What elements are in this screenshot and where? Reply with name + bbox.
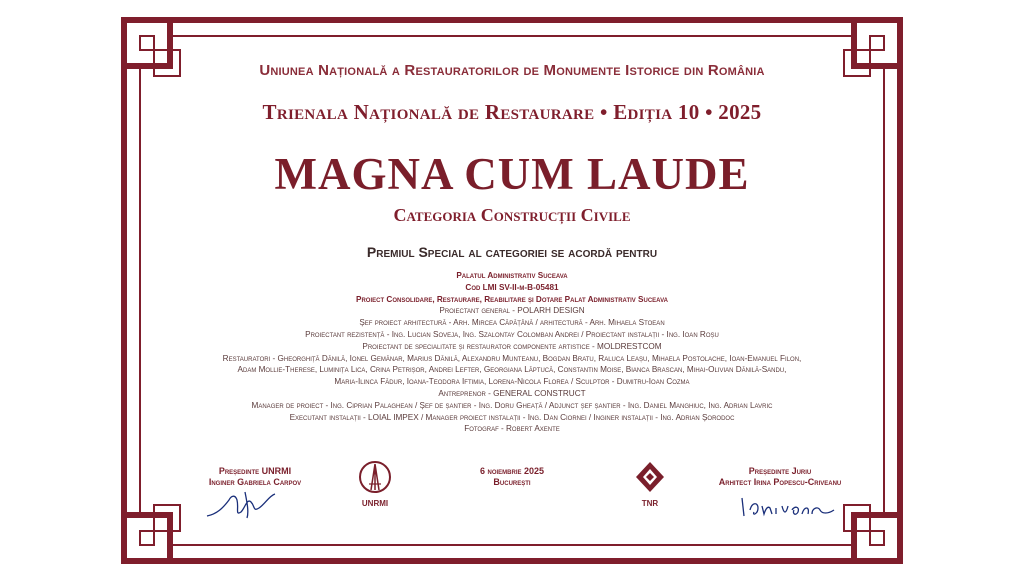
credit-line: Adam Mollie-Therese, Luminița Lica, Crina Petrișor, Andrei Lefter, Georgiana Lăptucă, Constantin Moise, Bianca Brascan, Mihai-Olivian Dănilă-Sandu, (237, 365, 787, 375)
credit-line: Șef proiect arhitectură - Arh. Mircea Căpățână / arhitectură - Arh. Mihaela Stoean (359, 318, 665, 328)
credit-line: Maria-Ilinca Fădur, Ioana-Teodora Iftimia, Lorena-Nicola Florea / Sculptor - Dumitru-Ioan Cozma (334, 377, 690, 387)
award-category: Categoria Construcții Civile (393, 205, 631, 225)
left-signatory (180, 466, 330, 488)
right-signatory-title: Președinte Juriu (748, 466, 812, 476)
signature-right-icon (738, 492, 838, 522)
date-place (440, 466, 584, 488)
project-title: Proiect Consolidare, Restaurare, Reabilitare și Dotare Palat Administrativ Suceava (356, 294, 668, 304)
tnr-logo-icon (630, 460, 670, 494)
credit-line: Restauratori - Gheorghiță Dănilă, Ionel Gemănar, Marius Dănilă, Alexandru Munteanu, Bogdan Bratu, Raluca Leașu, Mihaela Postolache, Ioan-Emanuel Filon, (222, 353, 802, 363)
left-signatory-name: Inginer Gabriela Carpov (208, 477, 302, 487)
credit-line: Proiectant general - POLARH DESIGN (439, 306, 585, 316)
credit-line: Manager de proiect - Ing. Ciprian Palaghean / Șef de șantier - Ing. Doru Gheață / Adjunct șef șantier - Ing. Daniel Manghiuc, Ing. Adrian Lavric (251, 400, 773, 410)
lmi-code: Cod LMI SV-II-m-B-05481 (465, 282, 559, 292)
building-name: Palatul Administrativ Suceava (456, 271, 568, 280)
credit-line: Proiectant rezistență - Ing. Lucian Soveja, Ing. Szalontay Colomban Andrei / Proiectant instalații - Ing. Ioan Roșu (305, 329, 719, 339)
credit-line: Executant instalații - LOIAL IMPEX / Manager proiect instalații - Ing. Dan Ciornei / Inginer instalații - Ing. Adrian Șorodoc (289, 412, 735, 422)
special-prize-line: Premiul Special al categoriei se acordă pentru (366, 244, 658, 260)
credit-line: Fotograf - Robert Axente (464, 424, 560, 434)
organization-name: Uniunea Națională a Restauratorilor de Monumente Istorice din România (259, 62, 765, 79)
left-signatory-title: Președinte UNRMI (218, 466, 292, 476)
tnr-logo (630, 460, 670, 508)
signature-left-icon (205, 488, 285, 522)
unrmi-logo (352, 460, 398, 508)
credit-line: Antreprenor - GENERAL CONSTRUCT (438, 388, 586, 398)
award-date: 6 noiembrie 2025 (479, 466, 545, 476)
credit-line: Proiectant de specialitate și restaurator componente artistice - MOLDRESTCOM (362, 341, 662, 351)
right-signatory (680, 466, 880, 488)
unrmi-logo-label: UNRMI (361, 499, 389, 508)
award-city: București (493, 477, 531, 487)
event-title: Trienala Națională de Restaurare • Ediția 10 • 2025 (262, 100, 762, 124)
award-title: MAGNA CUM LAUDE (274, 149, 750, 199)
tnr-logo-label: TNR (641, 499, 659, 508)
unrmi-logo-icon (352, 460, 398, 494)
right-signatory-name: Arhitect Irina Popescu-Criveanu (718, 477, 842, 487)
project-details (0, 270, 1024, 435)
